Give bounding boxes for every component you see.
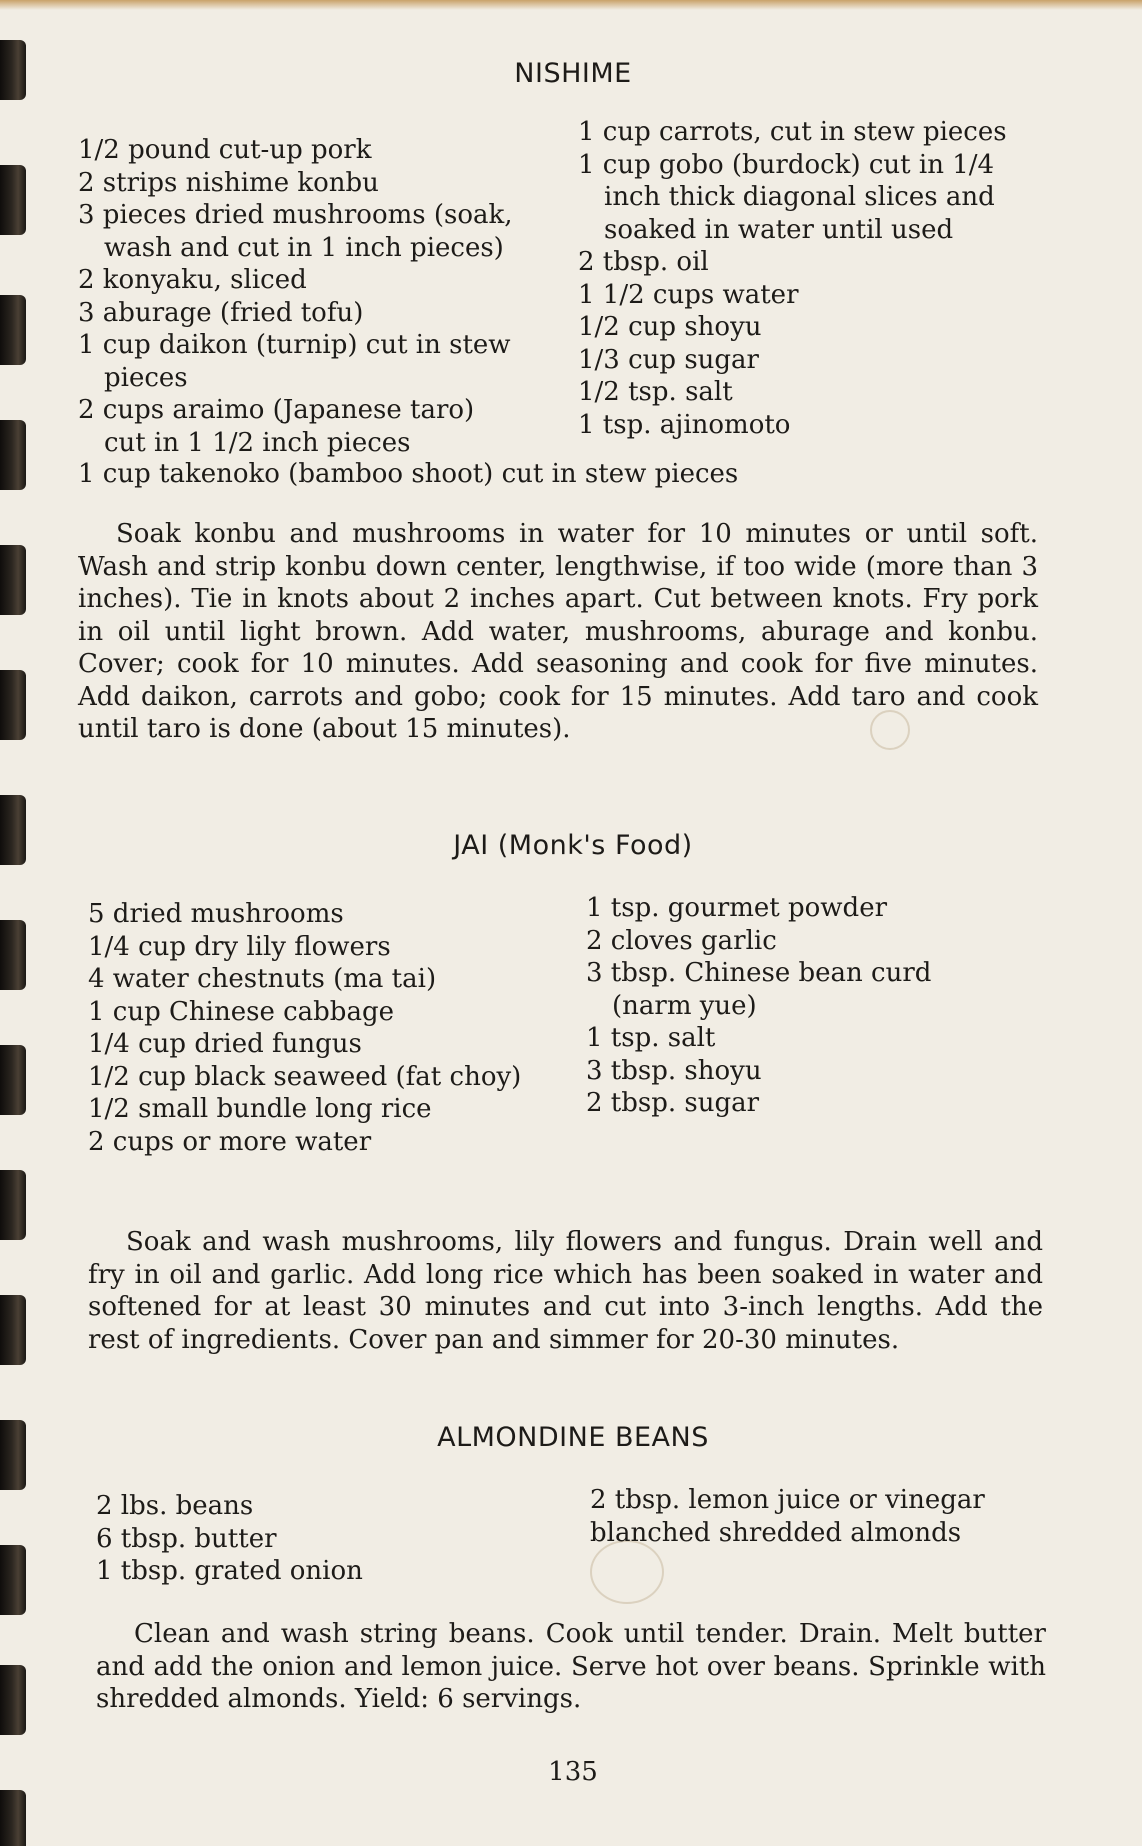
ingredient-item: 6 tbsp. butter bbox=[96, 1523, 277, 1554]
recipe-instructions: Clean and wash string beans. Cook until tender. Drain. Melt butter and add the onion and lemon juice. Serve hot over beans. Sprinkle with shredded almonds. Yield: 6 servings. bbox=[96, 1619, 1046, 1714]
ingredient-item: 1 tsp. ajinomoto bbox=[578, 409, 791, 440]
ingredients-left-column bbox=[96, 1490, 576, 1588]
page-stain bbox=[590, 1540, 664, 1604]
ingredient-item: 1 tsp. salt bbox=[586, 1023, 716, 1053]
ingredient-item: 2 tbsp. lemon juice or vinegar bbox=[590, 1485, 985, 1515]
ingredients-full-width bbox=[78, 458, 1068, 491]
recipe-instructions: Soak konbu and mushrooms in water for 10 minutes or until soft. Wash and strip konbu down center, lengthwise, if too wide (more than 3 inches). Tie in knots about 2 inches apart. Cut between knots. Fry pork in oil until light brown. Add water, mushrooms, aburage and konbu. Cover; cook for 10 minutes. Add seasoning and cook for five minutes. Add daikon, carrots and gobo; cook for 15 minutes. Add taro and cook until taro is done (about 15 minutes). bbox=[78, 519, 1038, 744]
ingredient-item: 1 tsp. gourmet powder bbox=[586, 893, 888, 923]
ingredient-item: 1 cup gobo (burdock) cut in 1/4 inch thick diagonal slices and soaked in water until used bbox=[578, 149, 995, 245]
ingredient-item: 3 tbsp. shoyu bbox=[586, 1055, 762, 1086]
ingredient-item: 5 dried mushrooms bbox=[88, 899, 344, 929]
ingredient-item: 1/2 cup shoyu bbox=[578, 312, 762, 342]
binding-ring bbox=[0, 165, 26, 235]
binding-ring bbox=[0, 1420, 26, 1490]
binding-ring bbox=[0, 545, 26, 615]
ingredient-item: 2 cloves garlic bbox=[586, 925, 777, 956]
binding-ring bbox=[0, 1545, 26, 1615]
recipe-title: JAI (Monk's Food) bbox=[453, 830, 693, 861]
binding-ring bbox=[0, 295, 26, 365]
ingredient-item: 2 strips nishime konbu bbox=[78, 167, 379, 198]
spiral-binding bbox=[0, 0, 34, 1846]
ingredient-item: 1 cup takenoko (bamboo shoot) cut in stew pieces bbox=[78, 459, 739, 489]
ingredients-right-column bbox=[586, 892, 1066, 1120]
ingredient-item: 3 pieces dried mushrooms (soak, wash and cut in 1 inch pieces) bbox=[78, 200, 513, 263]
ingredient-item: 2 lbs. beans bbox=[96, 1491, 254, 1521]
ingredient-item: 3 tbsp. Chinese bean curd (narm yue) bbox=[586, 958, 932, 1021]
binding-ring bbox=[0, 1790, 26, 1846]
ingredient-item: 2 tbsp. sugar bbox=[586, 1088, 760, 1118]
ingredient-item: 1/2 cup black seaweed (fat choy) bbox=[88, 1061, 522, 1092]
ingredients-right-column bbox=[590, 1484, 1060, 1549]
page-top-edge bbox=[0, 0, 1142, 10]
binding-ring bbox=[0, 40, 26, 100]
binding-ring bbox=[0, 670, 26, 740]
ingredients-left-column bbox=[78, 134, 568, 459]
binding-ring bbox=[0, 1665, 26, 1735]
ingredient-item: 1/4 cup dried fungus bbox=[88, 1029, 362, 1059]
ingredient-item: blanched shredded almonds bbox=[590, 1517, 962, 1548]
ingredients-left-column bbox=[88, 898, 578, 1158]
binding-ring bbox=[0, 920, 26, 990]
ingredient-item: 2 konyaku, sliced bbox=[78, 265, 307, 295]
ingredient-item: 2 cups or more water bbox=[88, 1126, 372, 1157]
ingredient-item: 1/2 tsp. salt bbox=[578, 377, 733, 407]
ingredient-item: 1 1/2 cups water bbox=[578, 279, 799, 310]
ingredient-item: 1 cup carrots, cut in stew pieces bbox=[578, 117, 1007, 147]
ingredients-right-column bbox=[578, 116, 1068, 441]
binding-ring bbox=[0, 1170, 26, 1240]
binding-ring bbox=[0, 1295, 26, 1365]
recipe-title: ALMONDINE BEANS bbox=[437, 1422, 709, 1453]
ingredient-item: 1/3 cup sugar bbox=[578, 344, 759, 375]
ingredient-item: 1/2 small bundle long rice bbox=[88, 1094, 432, 1124]
ingredient-item: 2 cups araimo (Japanese taro) cut in 1 1/2 inch pieces bbox=[78, 395, 475, 458]
ingredient-item: 3 aburage (fried tofu) bbox=[78, 297, 364, 328]
recipe-instructions: Soak and wash mushrooms, lily flowers and fungus. Drain well and fry in oil and garlic. Add long rice which has been soaked in water and softened for at least 30 minutes and cut into 3-inch lengths. Add the rest of ingredients. Cover pan and simmer for 20-30 minutes. bbox=[88, 1227, 1043, 1355]
ingredient-item: 1 tbsp. grated onion bbox=[96, 1556, 363, 1586]
ingredient-item: 1/2 pound cut-up pork bbox=[78, 135, 372, 165]
ingredient-item: 2 tbsp. oil bbox=[578, 247, 709, 277]
ingredient-item: 4 water chestnuts (ma tai) bbox=[88, 964, 437, 994]
page-number: 135 bbox=[548, 1757, 598, 1787]
ingredient-item: 1/4 cup dry lily flowers bbox=[88, 931, 391, 962]
ingredient-item: 1 cup Chinese cabbage bbox=[88, 996, 394, 1027]
recipe-title: NISHIME bbox=[514, 58, 632, 89]
binding-ring bbox=[0, 420, 26, 490]
binding-ring bbox=[0, 1045, 26, 1115]
ingredient-item: 1 cup daikon (turnip) cut in stew pieces bbox=[78, 330, 511, 393]
binding-ring bbox=[0, 795, 26, 865]
